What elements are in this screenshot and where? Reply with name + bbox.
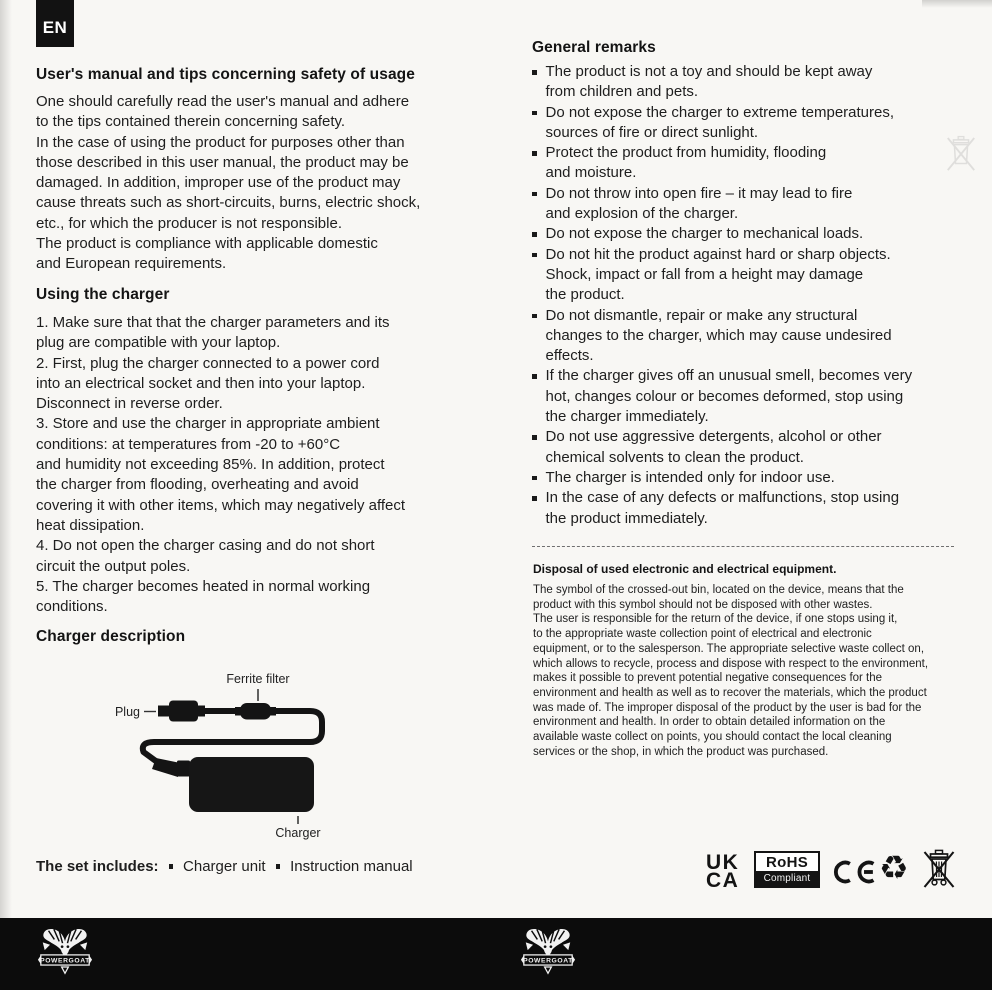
footer-bar <box>0 918 992 990</box>
powergoat-logo <box>36 924 94 980</box>
set-item: Instruction manual <box>290 858 413 875</box>
bullet-icon <box>532 374 537 379</box>
rohs-subtitle: Compliant <box>756 871 818 886</box>
diagram-charger-label: Charger <box>275 826 321 840</box>
bullet-icon <box>532 192 537 197</box>
list-item <box>532 306 956 367</box>
bullet-icon <box>532 253 537 258</box>
using-charger-text: 1. Make sure that that the charger parameters and its plug are compatible with your laptop. 2. First, plug the charger connected to a power cord into an electrical socket and then into your laptop. Disconnect in reverse order. 3. Store and use the charger in appropriate ambient conditions: at temperatures from -20 to +60°C and humidity not exceeding 85%. In addition, protect the charger from flooding, overheating and avoid covering it with other items, which may negatively affect heat dissipation. 4. Do not open the charger casing and do not short circuit the output poles. 5. The charger becomes heated in normal working conditions. <box>36 314 406 616</box>
diagram-plug-label: Plug <box>114 705 140 719</box>
ferrite-filter <box>240 703 271 720</box>
set-item: Charger unit <box>183 858 266 875</box>
user-manual-heading: User's manual and tips concerning safety of usage <box>36 66 415 83</box>
wheelie-bin-icon <box>921 848 957 892</box>
bullet-text: If the charger gives off an unusual smell, becomes very hot, changes colour or becomes deformed, stop using the charger immediately. <box>545 367 913 426</box>
list-item <box>532 62 956 103</box>
ce-mark-icon <box>831 856 877 888</box>
language-badge: EN <box>36 0 74 47</box>
dashed-divider <box>532 546 954 547</box>
list-item <box>532 427 956 468</box>
ferrite-crimp <box>270 707 276 716</box>
charger-diagram <box>36 660 478 846</box>
rohs-mark <box>754 851 820 888</box>
list-item <box>532 366 956 427</box>
charger-brick <box>189 757 314 812</box>
general-remarks-heading: General remarks <box>532 39 656 56</box>
ukca-mark <box>706 851 740 892</box>
powergoat-logo-text: POWERGOAT <box>523 957 573 965</box>
general-remarks-list <box>532 62 956 529</box>
charger-description-heading: Charger description <box>36 628 186 645</box>
bullet-text: Do not dismantle, repair or make any structural changes to the charger, which may cause undesired effects. <box>545 306 892 365</box>
bullet-icon <box>532 435 537 440</box>
set-includes <box>36 858 413 875</box>
bullet-icon <box>169 864 174 869</box>
disposal-text: The symbol of the crossed-out bin, located on the device, means that the product with this symbol should not be disposed with other wastes. The user is responsible for the return of the device, if one stops using it, to the appropriate waste collection point of electrical and electronic equipment, or to the salesperson. The appropriate selective waste collect on, which allows to recycle, process and dispose with respect to the environment, makes it possible to prevent potential negative consequences for the environment and health as well as to recover the materials, which the product was made of. The improper disposal of the product by the user is bad for the environment and health. In order to obtain detailed information on the available waste collect on points, you should contact the local cleaning services or the shop, in which the product was purchased. <box>533 584 929 758</box>
bullet-icon <box>532 151 537 156</box>
list-item <box>532 488 956 529</box>
rohs-title: RoHS <box>765 854 809 871</box>
bullet-text: Do not throw into open fire – it may lead to fire and explosion of the charger. <box>545 184 853 223</box>
bullet-icon <box>532 111 537 116</box>
list-item <box>532 184 956 225</box>
bullet-text: Do not hit the product against hard or sharp objects. Shock, impact or fall from a height may damage the product. <box>545 245 891 304</box>
bullet-icon <box>276 864 281 869</box>
using-charger-heading: Using the charger <box>36 286 170 303</box>
ferrite-crimp <box>235 707 241 716</box>
dc-connector-wedge <box>152 758 178 777</box>
bullet-text: The product is not a toy and should be kept away from children and pets. <box>545 63 873 101</box>
watermark-bin-icon <box>944 132 978 178</box>
list-item <box>532 245 956 306</box>
dc-connector <box>177 761 190 777</box>
powergoat-logo-text: POWERGOAT <box>40 957 90 965</box>
disposal-heading: Disposal of used electronic and electrical equipment. <box>533 562 837 576</box>
plug-neck <box>198 706 205 717</box>
ukca-bottom: CA <box>706 868 740 892</box>
bullet-text: The charger is intended only for indoor use. <box>545 468 835 486</box>
diagram-ferrite-label: Ferrite filter <box>226 672 290 686</box>
bullet-text: In the case of any defects or malfunctions, stop using the product immediately. <box>545 489 900 527</box>
recycle-icon: ♻ <box>879 849 909 886</box>
bullet-text: Protect the product from humidity, flooding and moisture. <box>545 144 827 182</box>
bullet-text: Do not expose the charger to mechanical loads. <box>545 225 864 243</box>
bullet-icon <box>532 70 537 75</box>
bullet-icon <box>532 232 537 237</box>
plug-prong <box>158 706 169 717</box>
list-item <box>532 468 956 488</box>
bullet-icon <box>532 496 537 501</box>
list-item <box>532 103 956 144</box>
scan-edge <box>922 0 992 8</box>
set-includes-label: The set includes: <box>36 858 159 875</box>
ukca-top: UK <box>706 851 740 874</box>
scan-edge <box>0 0 12 990</box>
user-manual-text: One should carefully read the user's manual and adhere to the tips contained therein concerning safety. In the case of using the product for purposes other than those described in this user manual, the product may be damaged. In addition, improper use of the product may cause threats such as short-circuits, burns, electric shock, etc., for which the producer is not responsible. The product is compliance with applicable domestic and European requirements. <box>36 93 421 273</box>
bullet-text: Do not expose the charger to extreme temperatures, sources of fire or direct sunlight. <box>545 103 895 141</box>
bullet-icon <box>532 314 537 319</box>
list-item <box>532 224 956 244</box>
list-item <box>532 143 956 184</box>
powergoat-logo <box>519 924 577 980</box>
bullet-text: Do not use aggressive detergents, alcohol or other chemical solvents to clean the product. <box>545 428 882 466</box>
plug-body <box>169 701 198 722</box>
bullet-icon <box>532 476 537 481</box>
